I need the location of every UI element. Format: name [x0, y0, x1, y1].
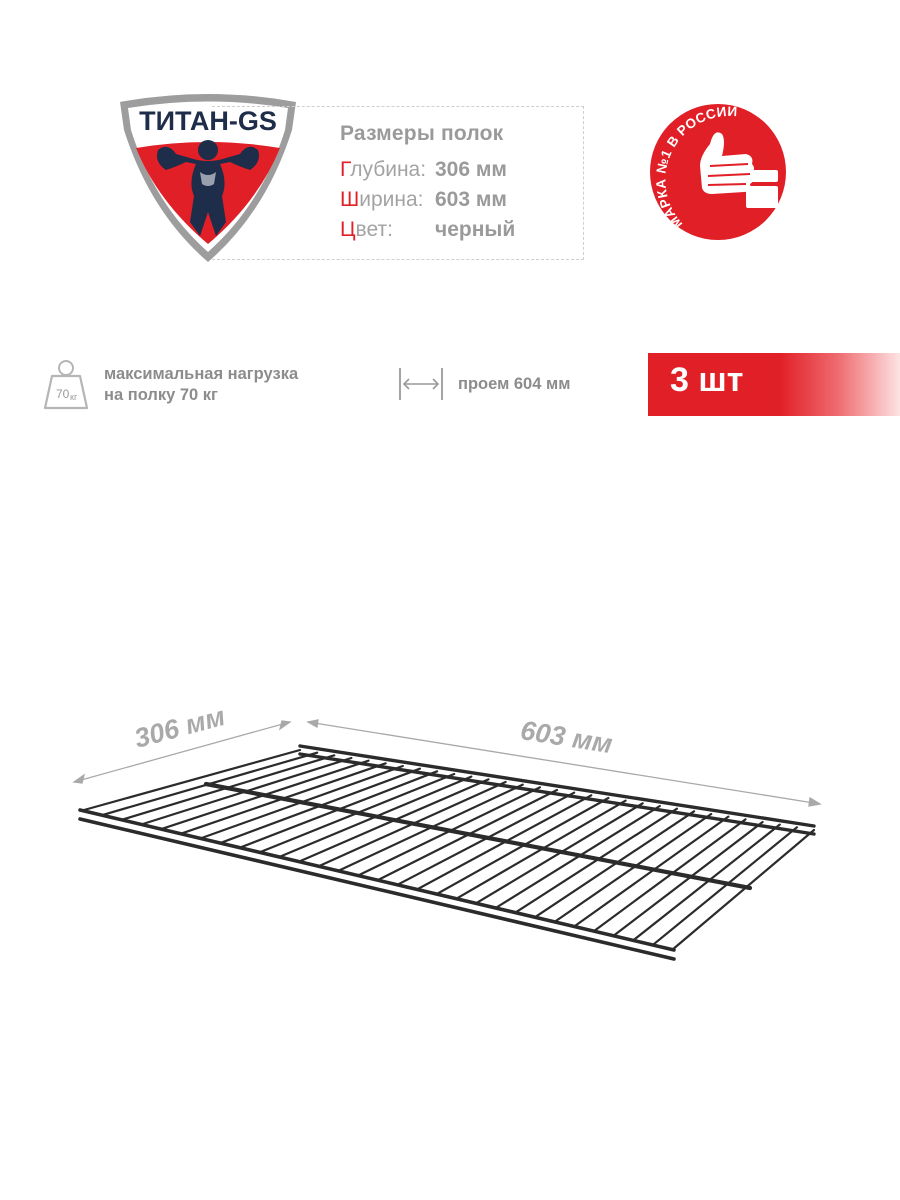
- svg-text:70: 70: [56, 387, 70, 401]
- spec-row-depth: Глубина: 306 мм: [340, 158, 507, 181]
- shelf-cross-wire: [613, 822, 762, 936]
- wire-shelf-illustration: [0, 690, 900, 990]
- shelf-cross-wire: [535, 811, 694, 917]
- svg-text:МАРКА №1 В РОССИИ: МАРКА №1 В РОССИИ: [653, 103, 738, 232]
- max-load-text: максимальная нагрузка на полку 70 кг: [104, 365, 299, 404]
- span-text: проем 604 мм: [458, 375, 571, 393]
- width-dimension-label: 603 мм: [518, 715, 615, 760]
- quantity-text: 3 шт: [670, 361, 744, 399]
- shelf-cross-wire: [633, 825, 780, 941]
- brand-number-one-badge: [648, 96, 788, 248]
- specs-title: Размеры полок: [340, 122, 504, 145]
- shelf-cross-wire: [672, 830, 814, 950]
- svg-text:ТИТАН-GS: ТИТАН-GS: [139, 106, 277, 136]
- spec-row-width: Ширина: 603 мм: [340, 188, 507, 211]
- shelf-cross-wire: [574, 817, 728, 927]
- span-arrows-icon: [398, 366, 444, 402]
- shelf-cross-wire: [84, 750, 300, 810]
- spec-row-color: Цвет: черный: [340, 218, 516, 241]
- shelf-cross-wire: [594, 819, 746, 931]
- shelf-cross-wire: [652, 827, 796, 945]
- svg-text:кг: кг: [70, 392, 78, 402]
- weight-icon: [42, 358, 90, 412]
- depth-dimension-label: 306 мм: [131, 700, 229, 754]
- shelf-front-rail: [80, 810, 674, 950]
- shelf-cross-wire: [554, 814, 711, 922]
- quantity-banner: [648, 353, 900, 416]
- shelf-middle-support: [206, 784, 750, 888]
